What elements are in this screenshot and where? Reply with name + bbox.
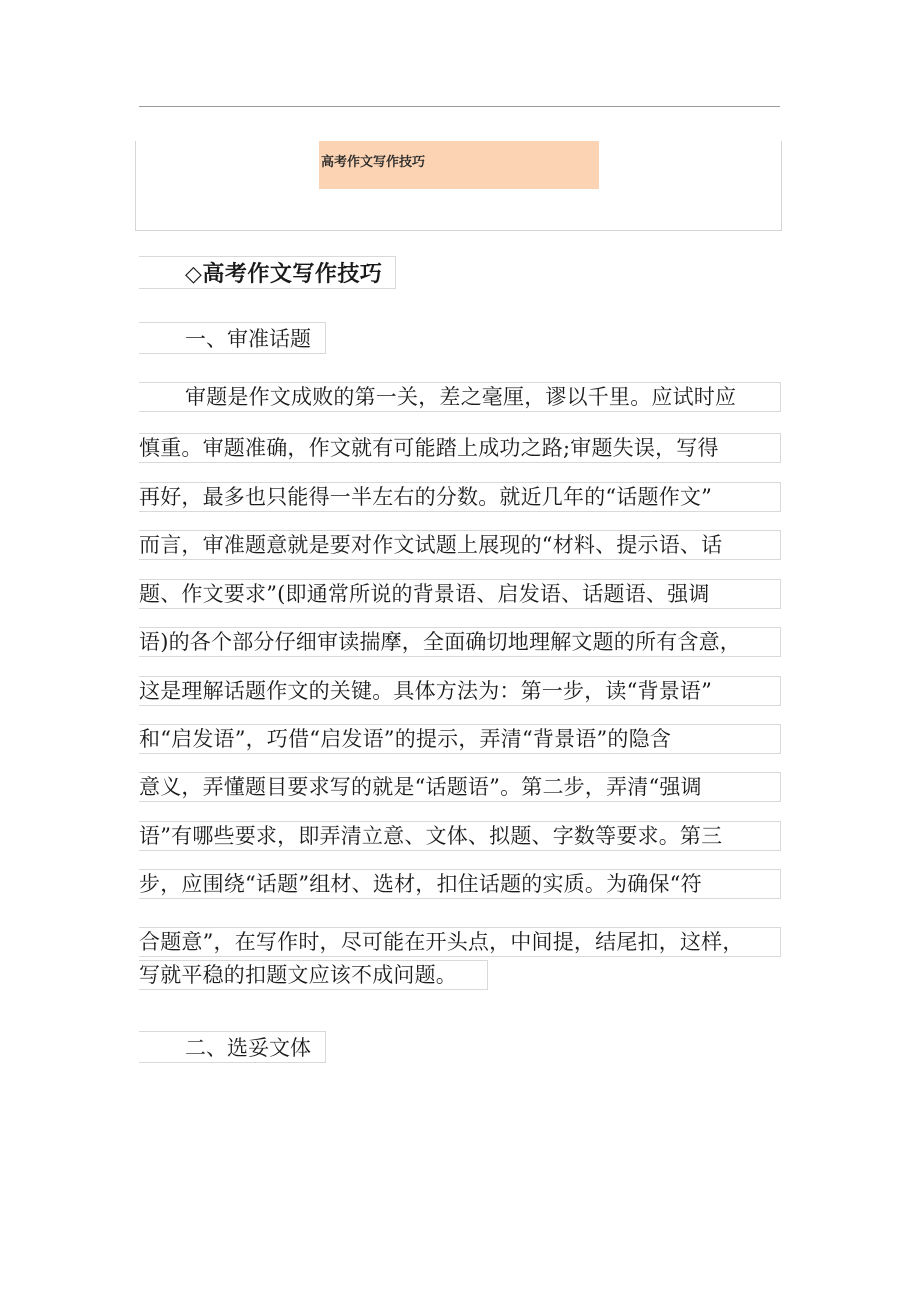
paragraph-line [139, 821, 781, 851]
top-rule [139, 106, 780, 107]
paragraph-line-text: 题、作文要求”(即通常所说的背景语、启发语、话题语、强调 [139, 582, 710, 606]
paragraph-line [139, 382, 781, 412]
paragraph-line-text: 这是理解话题作文的关键。具体方法为：第一步，读“背景语” [139, 679, 713, 703]
paragraph-line-text: 意义，弄懂题目要求写的就是“话题语”。第二步，弄清“强调 [139, 775, 702, 799]
paragraph-line-text: 语)的各个部分仔细审读揣摩，全面确切地理解文题的所有含意， [139, 630, 741, 654]
paragraph-line [139, 676, 781, 706]
paragraph-line [139, 724, 781, 754]
paragraph-line-text: 慎重。审题准确，作文就有可能踏上成功之路;审题失误，写得 [139, 436, 719, 460]
section-heading-2-text: 二、选妥文体 [185, 1036, 311, 1060]
paragraph-line [139, 960, 488, 990]
section-heading-1-text: 一、审准话题 [185, 327, 311, 351]
paragraph-line [139, 579, 781, 609]
paragraph-line [139, 927, 781, 957]
header-banner-text: 高考作文写作技巧 [321, 155, 426, 170]
section-heading-1 [139, 322, 326, 354]
paragraph-line [139, 482, 781, 512]
paragraph-line-text: 和“启发语”，巧借“启发语”的提示，弄清“背景语”的隐含 [139, 727, 672, 751]
document-title [139, 256, 396, 289]
paragraph-line-text: 审题是作文成败的第一关，差之毫厘，谬以千里。应试时应 [185, 385, 737, 409]
paragraph-line [139, 530, 781, 560]
header-banner [319, 141, 599, 189]
paragraph-line-text: 语”有哪些要求，即弄清立意、文体、拟题、字数等要求。第三 [139, 824, 723, 848]
paragraph-line [139, 869, 781, 899]
paragraph-line-text: 而言，审准题意就是要对作文试题上展现的“材料、提示语、话 [139, 533, 723, 557]
paragraph-line [139, 433, 781, 463]
document-title-text: ◇高考作文写作技巧 [185, 262, 383, 287]
paragraph-line [139, 772, 781, 802]
paragraph-line-text: 再好，最多也只能得一半左右的分数。就近几年的“话题作文” [139, 485, 713, 509]
paragraph-line [139, 627, 781, 657]
paragraph-line-text: 合题意”，在写作时，尽可能在开头点，中间提，结尾扣，这样， [139, 930, 744, 954]
section-heading-2 [139, 1031, 326, 1063]
paragraph-line-text: 步，应围绕“话题”组材、选材，扣住话题的实质。为确保“符 [139, 872, 702, 896]
paragraph-line-text: 写就平稳的扣题文应该不成问题。 [139, 963, 457, 987]
